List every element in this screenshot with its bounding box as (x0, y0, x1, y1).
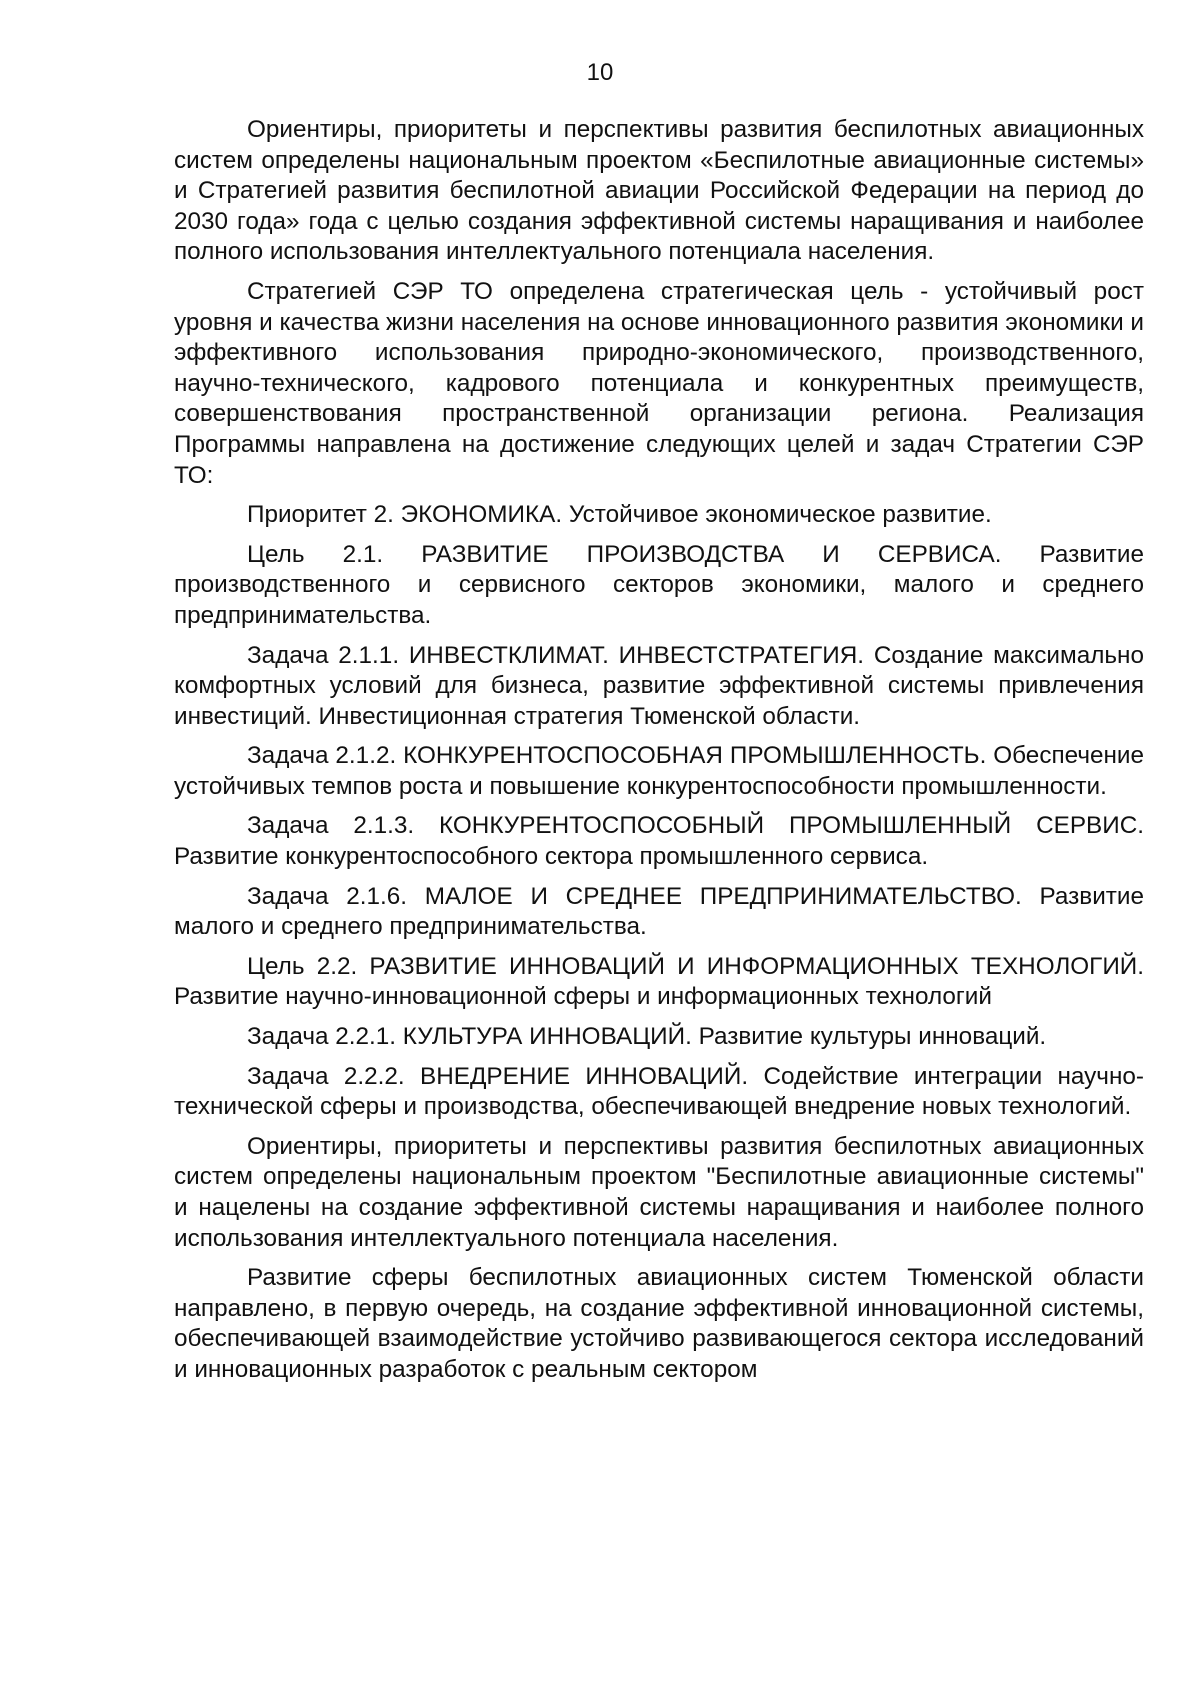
paragraph-goal-2-2: Цель 2.2. РАЗВИТИЕ ИННОВАЦИЙ И ИНФОРМАЦИОННЫХ ТЕХНОЛОГИЙ. Развитие научно-инновационной сферы и информационных технологий (174, 952, 1144, 1011)
document-body (174, 115, 1144, 1395)
page-number: 10 (586, 59, 614, 86)
paragraph-uas-guidelines-repeat: Ориентиры, приоритеты и перспективы развития беспилотных авиационных систем определены национальным проектом "Беспилотные авиационные системы" и нацелены на создание эффективной системы наращивания и наиболее полного использования интеллектуального потенциала населения. (174, 1132, 1144, 1252)
paragraph-task-2-1-3: Задача 2.1.3. КОНКУРЕНТОСПОСОБНЫЙ ПРОМЫШЛЕННЫЙ СЕРВИС. Развитие конкурентоспособного сектора промышленного сервиса. (174, 812, 1144, 871)
paragraph-task-2-1-2: Задача 2.1.2. КОНКУРЕНТОСПОСОБНАЯ ПРОМЫШЛЕННОСТЬ. Обеспечение устойчивых темпов роста и повышение конкурентоспособности промышленности. (174, 742, 1144, 800)
paragraph-task-2-1-6: Задача 2.1.6. МАЛОЕ И СРЕДНЕЕ ПРЕДПРИНИМАТЕЛЬСТВО. Развитие малого и среднего предпринимательства. (174, 882, 1144, 941)
paragraph-task-2-1-1: Задача 2.1.1. ИНВЕСТКЛИМАТ. ИНВЕСТСТРАТЕГИЯ. Создание максимально комфортных условий для бизнеса, развитие эффективной системы привлечения инвестиций. Инвестиционная стратегия Тюменской области. (174, 641, 1144, 730)
paragraph-uas-development-tyumen: Развитие сферы беспилотных авиационных систем Тюменской области направлено, в первую очередь, на создание эффективной инновационной системы, обеспечивающей взаимодействие устойчиво развивающегося сектора исследований и инновационных разработок с реальным сектором (174, 1264, 1144, 1383)
paragraph-goal-2-1: Цель 2.1. РАЗВИТИЕ ПРОИЗВОДСТВА И СЕРВИСА. Развитие производственного и сервисного секторов экономики, малого и среднего предпринимательства. (174, 540, 1144, 629)
paragraph-task-2-2-1: Задача 2.2.1. КУЛЬТУРА ИННОВАЦИЙ. Развитие культуры инноваций. (247, 1023, 1047, 1051)
paragraph-ser-to-strategic-goal: Стратегией СЭР ТО определена стратегическая цель - устойчивый рост уровня и качества жизни населения на основе инновационного развития экономики и эффективного использования природно-экономического, производственного, научно-технического, кадрового потенциала и конкурентных преимуществ, совершенствования пространственной организации региона. Реализация Программы направлена на достижение следующих целей и задач Стратегии СЭР ТО: (174, 277, 1144, 489)
paragraph-uas-guidelines-national-project: Ориентиры, приоритеты и перспективы развития беспилотных авиационных систем определены национальным проектом «Беспилотные авиационные системы» и Стратегией развития беспилотной авиации Российской Федерации на период до 2030 года» года с целью создания эффективной системы наращивания и наиболее полного использования интеллектуального потенциала населения. (174, 116, 1144, 266)
paragraph-task-2-2-2: Задача 2.2.2. ВНЕДРЕНИЕ ИННОВАЦИЙ. Содействие интеграции научно-технической сферы и производства, обеспечивающей внедрение новых технологий. (174, 1062, 1144, 1121)
paragraph-priority-2: Приоритет 2. ЭКОНОМИКА. Устойчивое экономическое развитие. (247, 501, 992, 529)
